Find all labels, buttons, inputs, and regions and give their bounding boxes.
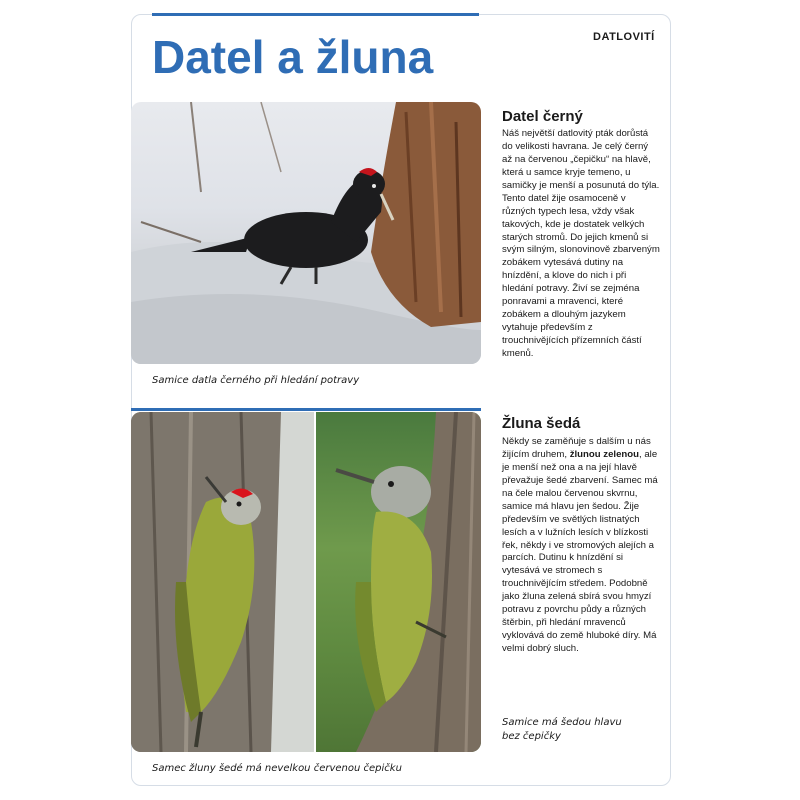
grey-woodpecker-text bbox=[502, 436, 660, 656]
title-accent-bar bbox=[152, 13, 479, 16]
grey-woodpecker-male-caption: Samec žluny šedé má nevelkou červenou čepičku bbox=[152, 763, 402, 774]
black-woodpecker-caption: Samice datla černého při hledání potravy bbox=[152, 375, 360, 386]
black-woodpecker-text: Náš největší datlovitý pták dorůstá do velikosti havrana. Je celý černý až na červenou „čepičku“ na hlavě, která u samce kryje temeno, u samičky je menší a posunutá do týla. Tento datel žije osamoceně v různých typech lesa, vždy však takových, kde je dostatek velkých starých stromů. Do jejich kmenů si svým silným, slonovinově zbarveným zobákem vytesává dutiny na hnízdění, a klove do nich i při hledání potravy. Živí se zejména ponravami a mravenci, které zobákem a dlouhým jazykem vytahuje především z trouchnivějících přízemních částí kmenů. bbox=[502, 128, 660, 359]
green-woodpecker-name: žlunou zelenou bbox=[569, 448, 640, 460]
section-divider-bar bbox=[131, 408, 481, 411]
black-woodpecker-photo bbox=[131, 102, 481, 364]
grey-woodpecker-female-caption: Samice má šedou hlavu bez čepičky bbox=[502, 717, 622, 742]
grey-woodpecker-male-photo bbox=[131, 412, 314, 752]
section-tag: DATLOVITÍ bbox=[593, 31, 655, 43]
grey-woodpecker-text-part1: Někdy se zaměňuje s dalším u nás žijícím druhem, bbox=[502, 436, 651, 460]
grey-woodpecker-heading: Žluna šedá bbox=[502, 415, 581, 432]
grey-woodpecker-text-part2: , ale je menší než ona a na její hlavě převažuje šedé zbarvení. Samec má na čele malou červenou skvrnu, samice má hlavu jen šedou. Žije především ve světlých listnatých lesích a v lužních lesích v blízkosti řek, někdy i ve stromových alejích a parcích. Dutinu k hnízdění si vytesává ve stromech s trouchnivějícím středem. Podobně jako žluna zelená sbírá svou hmyzí potravu z povrchu půdy a různých štěrbin, při hledání mravenců vyklovává do země hluboké díry. Má velmi dobrý sluch. bbox=[502, 448, 658, 654]
page-title: Datel a žluna bbox=[152, 31, 434, 83]
black-woodpecker-heading: Datel černý bbox=[502, 108, 583, 125]
grey-woodpecker-female-photo bbox=[316, 412, 481, 752]
